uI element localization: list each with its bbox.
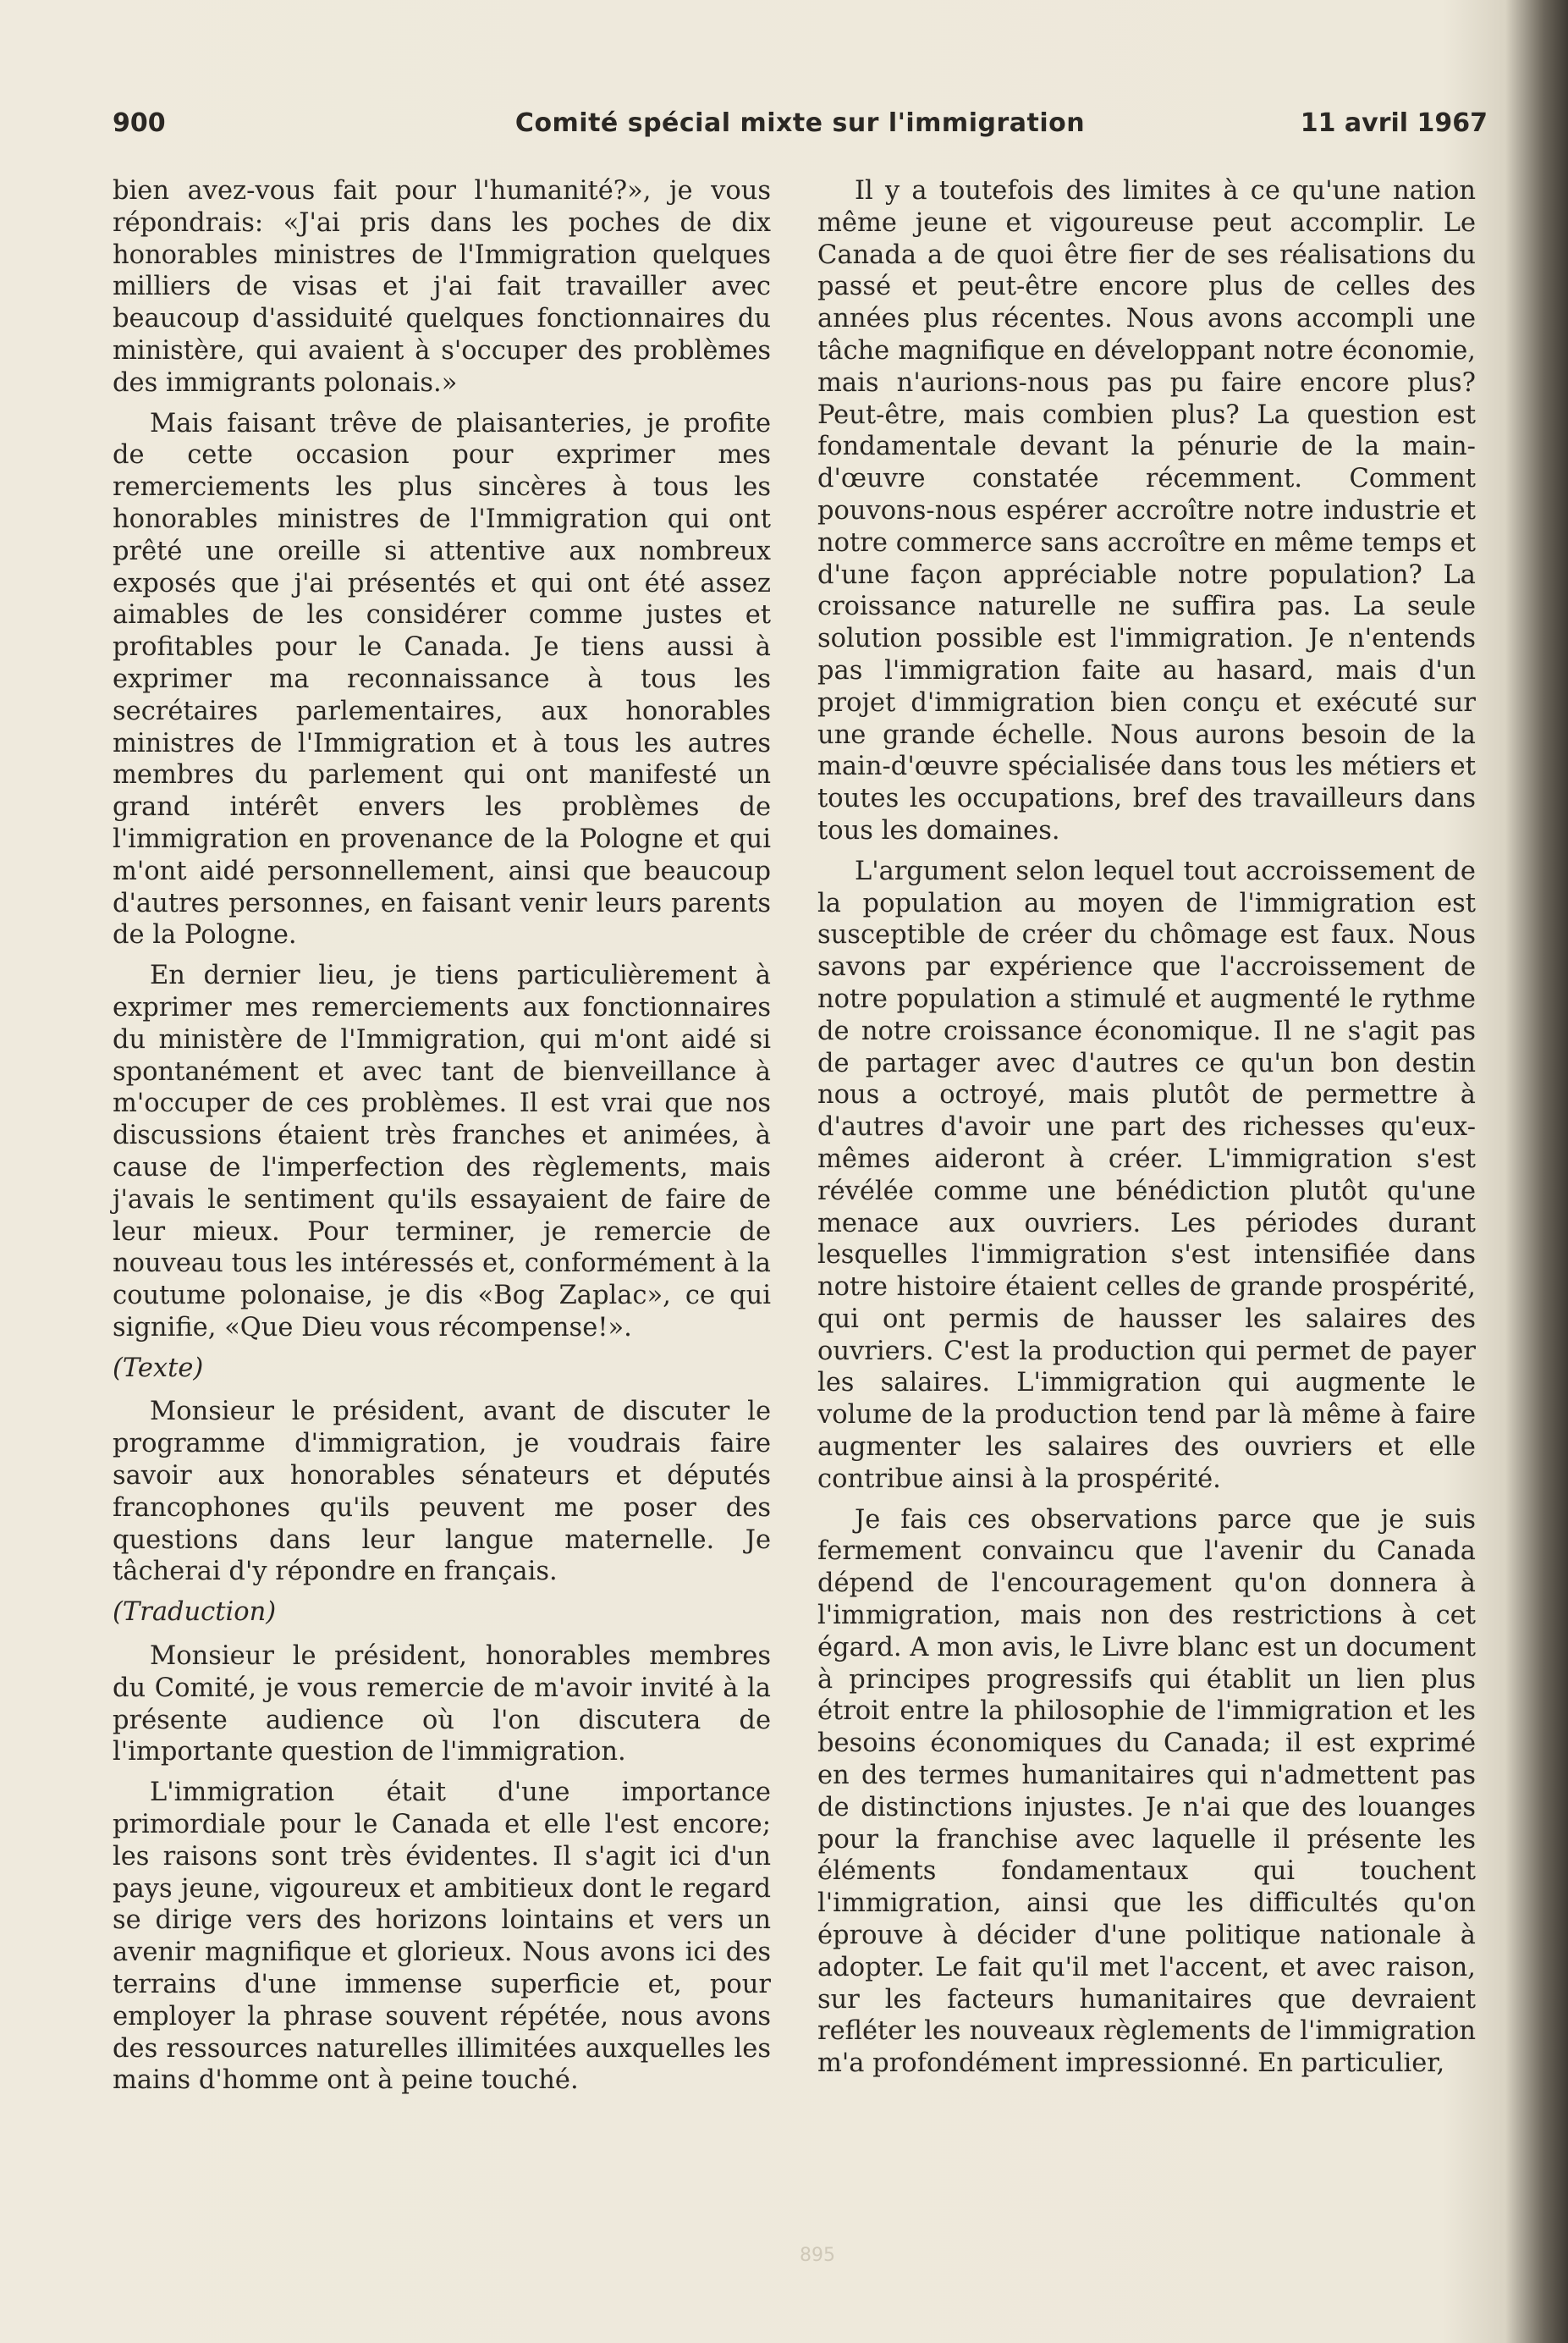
header-title: Comité spécial mixte sur l'immigration [514,108,1086,138]
paragraph: Monsieur le président, honorables membres du Comité, je vous remercie de m'avoir invité à la présente audience où l'on discutera de l'importante question de l'immigration. [113,1641,771,1767]
faint-folio: 895 [800,2245,835,2266]
paragraph: bien avez-vous fait pour l'humanité?», je vous répondrais: «J'ai pris dans les poches de dix honorables ministres de l'Immigration quelques milliers de visas et j'ai fait travailler avec beaucoup d'assiduité quelques fonctionnaires du ministère, qui avaient à s'occuper des problèmes des immigrants polonais.» [113,176,771,398]
paragraph: En dernier lieu, je tiens particulièrement à exprimer mes remerciements aux fonctionnaires du ministère de l'Immigration, qui m'ont aidé si spontanément et avec tant de bienveillance à m'occuper de ces problèmes. Il est vrai que nos discussions étaient très franches et animées, à cause de l'imperfection des règlements, mais j'avais le sentiment qu'ils essayaient de faire de leur mieux. Pour terminer, je remercie de nouveau tous les intéressés et, conformément à la coutume polonaise, je dis «Bog Zaplac», ce qui signifie, «Que Dieu vous récompense!». [113,961,771,1342]
section-label-traduction: (Traduction) [113,1597,277,1628]
running-header [113,108,1488,151]
paragraph: Je fais ces observations parce que je suis fermement convaincu que l'avenir du Canada dépend de l'encouragement qu'on donnera à l'immigration, mais non des restrictions à cet égard. A mon avis, le Livre blanc est un document à principes progressifs qui établit un lien plus étroit entre la philosophie de l'immigration et les besoins économiques du Canada; il est exprimé en des termes humanitaires qui n'admettent pas de distinctions injustes. Je n'ai que des louanges pour la franchise avec laquelle il présente les éléments fondamentaux qui touchent l'immigration, ainsi que les difficultés qu'on éprouve à décider d'une politique nationale à adopter. Le fait qu'il met l'accent, et avec raison, sur les facteurs humanitaires que devraient refléter les nouveaux règlements de l'immigration m'a profondément impressionné. En particulier, [817,1504,1476,2079]
paragraph: Mais faisant trêve de plaisanteries, je profite de cette occasion pour exprimer mes remerciements les plus sincères à tous les honorables ministres de l'Immigration qui ont prêté une oreille si attentive aux nombreux exposés que j'ai présentés et qui ont été assez aimables de les considérer comme justes et profitables pour le Canada. Je tiens aussi à exprimer ma reconnaissance à tous les secrétaires parlementaires, aux honorables ministres de l'Immigration et à tous les autres membres du parlement qui ont manifesté un grand intérêt envers les problèmes de l'immigration en provenance de la Pologne et qui m'ont aidé personnellement, ainsi que beaucoup d'autres personnes, en faisant venir leurs parents de la Pologne. [113,408,771,951]
section-label-texte: (Texte) [113,1353,204,1383]
left-column [113,175,771,2105]
paragraph: L'immigration était d'une importance primordiale pour le Canada et elle l'est encore; les raisons sont très évidentes. Il s'agit ici d'un pays jeune, vigoureux et ambitieux dont le regard se dirige vers des horizons lointains et vers un avenir magnifique et glorieux. Nous avons ici des terrains d'une immense superficie et, pour employer la phrase souvent répétée, nous avons des ressources naturelles illimitées auxquelles les mains d'homme ont à peine touché. [113,1778,771,2096]
paragraph: L'argument selon lequel tout accroissement de la population au moyen de l'immigration est susceptible de créer du chômage est faux. Nous savons par expérience que l'accroissement de notre population a stimulé et augmenté le rythme de notre croissance économique. Il ne s'agit pas de partager avec d'autres ce qu'un bon destin nous a octroyé, mais plutôt de permettre à d'autres d'avoir une part des richesses qu'eux-mêmes aideront à créer. L'immigration s'est révélée comme une bénédiction plutôt qu'une menace aux ouvriers. Les périodes durant lesquelles l'immigration s'est intensifiée dans notre histoire étaient celles de grande prospérité, qui ont permis de hausser les salaires des ouvriers. C'est la production qui permet de payer les salaires. L'immigration qui augmente le volume de la production tend par là même à faire augmenter les salaires des ouvriers et elle contribue ainsi à la prospérité. [817,856,1476,1494]
header-date: 11 avril 1967 [1300,108,1488,138]
paragraph: Il y a toutefois des limites à ce qu'une nation même jeune et vigoureuse peut accomplir. Le Canada a de quoi être fier de ses réalisations du passé et peut-être encore plus de celles des années plus récentes. Nous avons accompli une tâche magnifique en développant notre économie, mais n'aurions-nous pas pu faire encore plus? Peut-être, mais combien plus? La question est fondamentale devant la pénurie de la main-d'œuvre constatée récemment. Comment pouvons-nous espérer accroître notre industrie et notre commerce sans accroître en même temps et d'une façon appréciable notre population? La croissance naturelle ne suffira pas. La seule solution possible est l'immigration. Je n'entends pas l'immigration faite au hasard, mais d'un projet d'immigration bien conçu et exécuté sur une grande échelle. Nous aurons besoin de la main-d'œuvre spécialisée dans tous les métiers et toutes les occupations, bref des travailleurs dans tous les domaines. [817,176,1476,846]
paragraph: Monsieur le président, avant de discuter le programme d'immigration, je voudrais faire savoir aux honorables sénateurs et députés francophones qu'ils peuvent me poser des questions dans leur langue maternelle. Je tâcherai d'y répondre en français. [113,1397,771,1587]
page-number: 900 [113,108,166,138]
right-column [817,175,1476,2088]
